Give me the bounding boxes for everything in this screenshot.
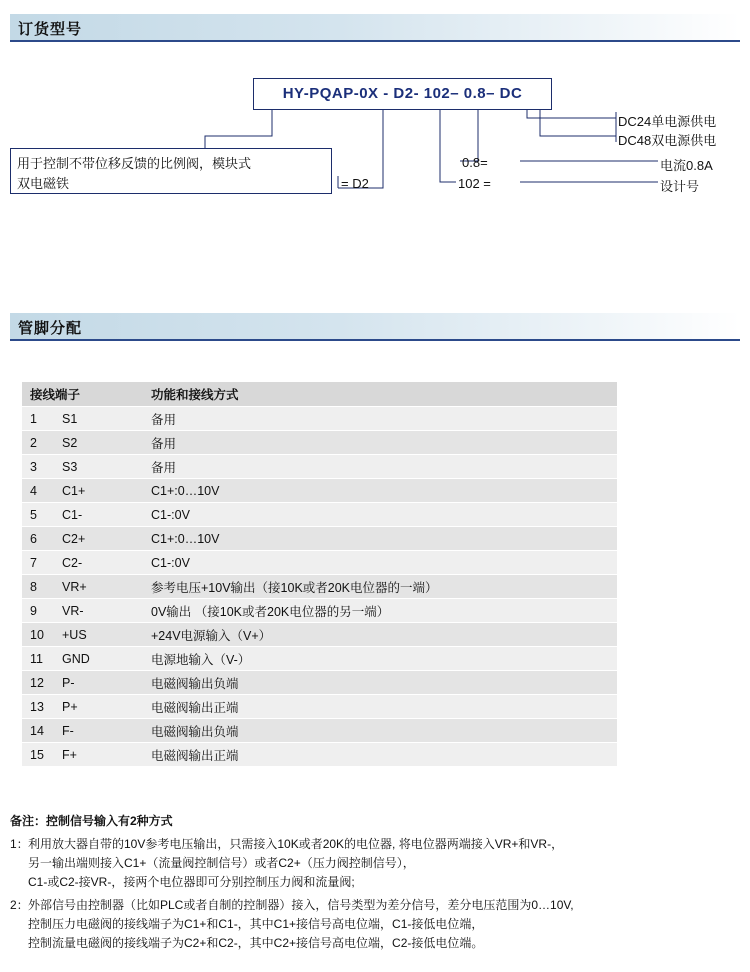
cell-function: 电源地输入（V-） — [143, 647, 617, 671]
table-row — [22, 431, 617, 455]
table-row — [22, 647, 617, 671]
cell-terminal-name: S3 — [61, 455, 143, 479]
note-line: 外部信号由控制器（比如PLC或者自制的控制器）接入，信号类型为差分信号，差分电压范围为0…10V, — [28, 898, 574, 912]
cell-function: 0V输出 （接10K或者20K电位器的另一端） — [143, 599, 617, 623]
cell-function: C1+:0…10V — [143, 479, 617, 503]
cell-terminal-number: 2 — [22, 431, 61, 455]
cell-function: 参考电压+10V输出（接10K或者20K电位器的一端） — [143, 575, 617, 599]
note-body — [28, 896, 574, 953]
cell-terminal-number: 8 — [22, 575, 61, 599]
table-row — [22, 575, 617, 599]
cell-function: 电磁阀输出正端 — [143, 695, 617, 719]
cell-terminal-number: 7 — [22, 551, 61, 575]
section-header-ordering — [10, 14, 740, 42]
cell-terminal-name: +US — [61, 623, 143, 647]
cell-terminal-number: 12 — [22, 671, 61, 695]
note-line: C1-或C2-接VR-，接两个电位器即可分别控制压力阀和流量阀; — [28, 875, 355, 889]
cell-terminal-name: C2+ — [61, 527, 143, 551]
section-title-pinout: 管脚分配 — [18, 320, 83, 337]
table-row — [22, 407, 617, 431]
cell-function: 电磁阀输出正端 — [143, 743, 617, 767]
note-index: 2： — [10, 898, 29, 912]
cell-terminal-number: 5 — [22, 503, 61, 527]
table-row — [22, 527, 617, 551]
cell-terminal-name: P+ — [61, 695, 143, 719]
table-header-function: 功能和接线方式 — [143, 382, 617, 407]
cell-terminal-number: 4 — [22, 479, 61, 503]
cell-terminal-number: 13 — [22, 695, 61, 719]
order-label-current: 电流0.8A — [660, 158, 713, 173]
order-code-box — [253, 78, 552, 110]
cell-terminal-number: 9 — [22, 599, 61, 623]
order-label-d2: = D2 — [341, 176, 369, 191]
ordering-code-diagram — [0, 60, 750, 250]
cell-terminal-number: 10 — [22, 623, 61, 647]
order-label-design: 设计号 — [660, 179, 700, 194]
cell-terminal-name: VR+ — [61, 575, 143, 599]
note-item — [10, 835, 740, 892]
cell-terminal-name: GND — [61, 647, 143, 671]
order-description-box — [10, 148, 332, 194]
order-label-102: 102 = — [458, 176, 491, 191]
note-line: 另一输出端则接入C1+（流量阀控制信号）或者C2+（压力阀控制信号）， — [28, 856, 415, 870]
cell-terminal-number: 15 — [22, 743, 61, 767]
cell-terminal-name: S2 — [61, 431, 143, 455]
order-label-dc48: DC48双电源供电 — [618, 133, 717, 148]
order-label-08: 0.8= — [462, 155, 488, 170]
pin-assignment-table — [22, 382, 617, 767]
table-row — [22, 719, 617, 743]
order-label-dc24: DC24单电源供电 — [618, 114, 717, 129]
note-line: 控制流量电磁阀的接线端子为C2+和C2-，其中C2+接信号高电位端，C2-接低电位端。 — [28, 936, 484, 950]
cell-terminal-name: F+ — [61, 743, 143, 767]
table-row — [22, 503, 617, 527]
table-row — [22, 479, 617, 503]
note-line: 利用放大器自带的10V参考电压输出，只需接入10K或者20K的电位器, 将电位器两端接入VR+和VR-， — [28, 837, 564, 851]
table-row — [22, 671, 617, 695]
order-description-line2: 双电磁铁 — [17, 176, 70, 191]
table-row — [22, 695, 617, 719]
cell-function: 备用 — [143, 455, 617, 479]
cell-function: +24V电源输入（V+） — [143, 623, 617, 647]
table-header-row — [22, 382, 617, 407]
note-body — [28, 835, 563, 892]
order-description-line1: 用于控制不带位移反馈的比例阀，模块式 — [17, 156, 252, 171]
cell-terminal-name: S1 — [61, 407, 143, 431]
cell-terminal-name: C2- — [61, 551, 143, 575]
table-row — [22, 623, 617, 647]
section-header-pinout — [10, 313, 740, 341]
cell-function: C1-:0V — [143, 551, 617, 575]
notes-title: 备注：控制信号输入有2种方式 — [10, 814, 173, 828]
notes-block — [10, 812, 740, 953]
cell-terminal-name: VR- — [61, 599, 143, 623]
note-line: 控制压力电磁阀的接线端子为C1+和C1-，其中C1+接信号高电位端，C1-接低电位端， — [28, 917, 484, 931]
cell-terminal-number: 14 — [22, 719, 61, 743]
cell-function: 备用 — [143, 431, 617, 455]
cell-terminal-name: C1- — [61, 503, 143, 527]
note-item — [10, 896, 740, 953]
cell-terminal-name: F- — [61, 719, 143, 743]
cell-terminal-name: C1+ — [61, 479, 143, 503]
cell-function: 电磁阀输出负端 — [143, 719, 617, 743]
note-index: 1： — [10, 837, 29, 851]
section-title-ordering: 订货型号 — [18, 21, 83, 38]
order-code-text: HY-PQAP-0X - D2- 102– 0.8– DC — [282, 85, 523, 102]
table-row — [22, 743, 617, 767]
cell-function: 电磁阀输出负端 — [143, 671, 617, 695]
cell-terminal-number: 3 — [22, 455, 61, 479]
cell-function: C1-:0V — [143, 503, 617, 527]
table-row — [22, 599, 617, 623]
table-row — [22, 551, 617, 575]
cell-terminal-number: 1 — [22, 407, 61, 431]
cell-function: C1+:0…10V — [143, 527, 617, 551]
cell-terminal-number: 11 — [22, 647, 61, 671]
table-row — [22, 455, 617, 479]
cell-function: 备用 — [143, 407, 617, 431]
cell-terminal-name: P- — [61, 671, 143, 695]
table-header-terminal: 接线端子 — [22, 382, 143, 407]
cell-terminal-number: 6 — [22, 527, 61, 551]
